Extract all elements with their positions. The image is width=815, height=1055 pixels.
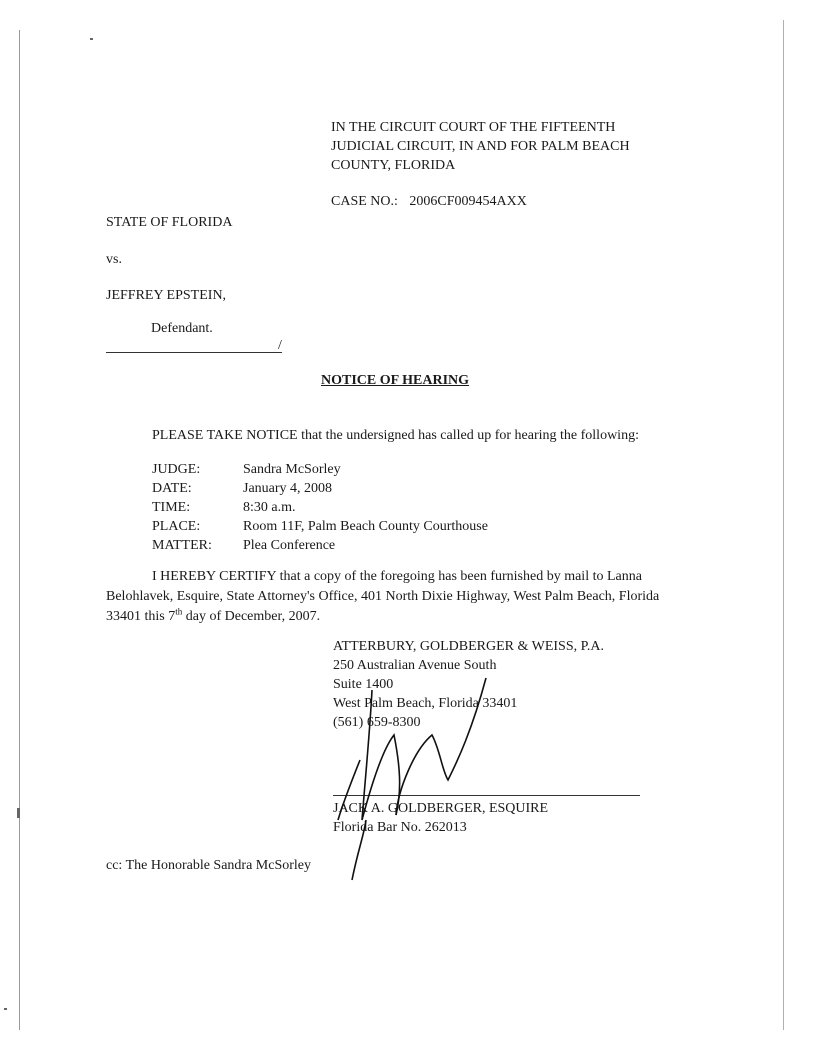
case-number [331,193,527,210]
scan-speck [17,808,20,818]
firm-address: 250 Australian Avenue South [333,658,497,673]
caption-rule [106,352,282,353]
certificate-tail: day of December, 2007. [182,609,321,624]
scan-right-edge [783,20,784,1030]
hearing-value: Room 11F, Palm Beach County Courthouse [243,519,488,534]
document-title: NOTICE OF HEARING [321,373,470,388]
hearing-row [152,498,488,517]
hearing-row [152,517,488,536]
defendant-name: JEFFREY EPSTEIN, [106,288,227,303]
court-caption-line: IN THE CIRCUIT COURT OF THE FIFTEENTH [331,120,616,135]
hearing-label: MATTER: [152,538,212,553]
firm-phone: (561) 659-8300 [333,715,421,730]
firm-city: West Palm Beach, Florida 33401 [333,696,518,711]
hearing-value: January 4, 2008 [243,481,333,496]
hearing-label: TIME: [152,500,191,515]
plaintiff: STATE OF FLORIDA [106,215,233,230]
hearing-row [152,460,488,479]
firm-suite: Suite 1400 [333,677,394,692]
handwritten-signature [330,670,510,885]
scan-speck [90,38,93,40]
versus: vs. [106,252,122,267]
signer-name: JACK A. GOLDBERGER, ESQUIRE [333,801,549,816]
hearing-row [152,479,488,498]
scan-speck [4,1008,7,1010]
hearing-value: Plea Conference [243,538,336,553]
case-number-value: 2006CF009454AXX [409,194,527,209]
hearing-value: Sandra McSorley [243,462,341,477]
hearing-label: JUDGE: [152,462,201,477]
court-caption-line: JUDICIAL CIRCUIT, IN AND FOR PALM BEACH [331,139,630,154]
firm-name: ATTERBURY, GOLDBERGER & WEISS, P.A. [333,639,604,654]
hearing-details [152,460,488,555]
hearing-row [152,536,488,555]
certificate-lead: I HEREBY CERTIFY that a copy of the foregoing has been furnished by mail to Lanna Belohlavek, Esquire, State Attorney's Office, 401 North Dixie Highway, West Palm Beach, Florida 33401 this 7 [106,569,660,624]
hearing-label: PLACE: [152,519,201,534]
court-caption-line: COUNTY, FLORIDA [331,158,456,173]
cc-line: cc: The Honorable Sandra McSorley [106,858,312,873]
caption-close: / [278,338,282,353]
hearing-value: 8:30 a.m. [243,500,296,515]
certificate-of-service [106,567,692,627]
case-number-label: CASE NO.: [331,194,398,209]
scan-left-edge [19,30,20,1030]
signer-bar-number: Florida Bar No. 262013 [333,820,467,835]
defendant-label: Defendant. [151,321,213,336]
hearing-label: DATE: [152,481,192,496]
court-caption [331,118,630,175]
notice-text: PLEASE TAKE NOTICE that the undersigned has called up for hearing the following: [152,428,639,443]
certificate-ordinal: th [175,606,183,617]
